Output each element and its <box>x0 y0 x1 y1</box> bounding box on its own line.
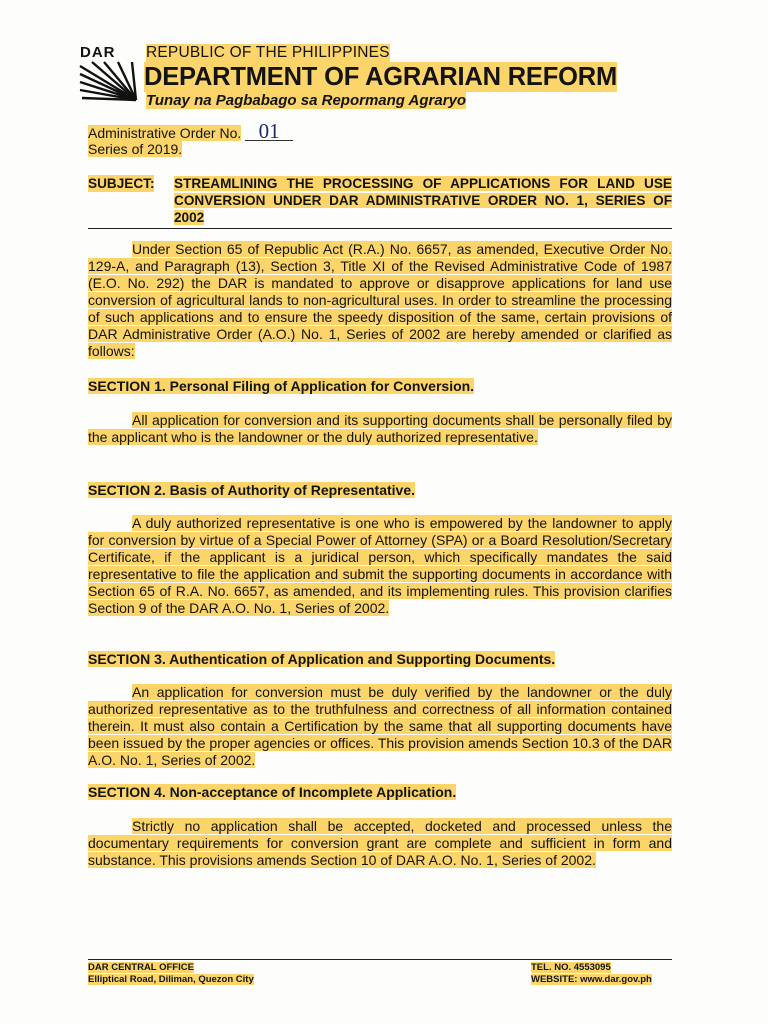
section-4-heading-text: SECTION 4. Non-acceptance of Incomplete Application. <box>88 784 457 800</box>
section-1-heading-text: SECTION 1. Personal Filing of Application for Conversion. <box>88 378 475 394</box>
section-1-heading <box>88 378 474 394</box>
subject-block <box>88 175 672 226</box>
footer-office <box>88 962 254 986</box>
section-2-body-text: A duly authorized representative is one who is empowered by the landowner to apply for conversion by virtue of a Special Power of Attorney (SPA) or a Board Resolution/Secretary Certificate, if the applicant is a juridical person, which specifically mandates the said representative to file the application and submit the supporting documents in accordance with Section 65 of R.A. No. 6657, as amended, and its implementing rules. This provision clarifies Section 9 of the DAR A.O. No. 1, Series of 2002. <box>88 515 672 616</box>
footer-tel: TEL. NO. 4553095 <box>531 962 611 973</box>
dar-logo <box>78 44 140 102</box>
section-3-heading <box>88 651 555 667</box>
tagline: Tunay na Pagbabago sa Repormang Agraryo <box>146 92 467 109</box>
section-4-heading <box>88 784 456 800</box>
section-4-body <box>88 818 672 869</box>
subject-text: STREAMLINING THE PROCESSING OF APPLICATIONS FOR LAND USE CONVERSION UNDER DAR ADMINISTRATIVE ORDER NO. 1, SERIES OF 2002 <box>174 176 672 225</box>
section-2-heading <box>88 482 415 498</box>
section-1-body-text: All application for conversion and its supporting documents shall be personally filed by the applicant who is the landowner or the duly authorized representative. <box>88 412 672 445</box>
section-1-body <box>88 412 672 446</box>
section-3-body <box>88 684 672 769</box>
footer-divider <box>88 959 672 960</box>
order-label: Administrative Order No. <box>88 125 242 141</box>
section-4-body-text: Strictly no application shall be accepted, docketed and processed unless the documentary requirements for conversion grant are complete and sufficient in form and substance. This provisions amends Section 10 of DAR A.O. No. 1, Series of 2002. <box>88 818 672 868</box>
subject-divider <box>88 228 672 229</box>
section-2-body <box>88 515 672 617</box>
administrative-order-line <box>88 119 293 143</box>
order-series: Series of 2019. <box>88 141 183 157</box>
intro-paragraph <box>88 241 672 360</box>
logo-text: DAR <box>80 44 116 61</box>
section-2-heading-text: SECTION 2. Basis of Authority of Representative. <box>88 482 415 498</box>
section-3-heading-text: SECTION 3. Authentication of Application and Supporting Documents. <box>88 651 556 667</box>
footer-contact <box>531 962 652 986</box>
republic-heading: REPUBLIC OF THE PHILIPPINES <box>146 44 390 61</box>
footer-office-name: DAR CENTRAL OFFICE <box>88 962 194 973</box>
section-3-body-text: An application for conversion must be duly verified by the landowner or the duly authorized representative as to the truthfulness and correctness of all information contained therein. It must also contain a Certification by the same that all supporting documents have been issued by the proper agencies or offices. This provision amends Section 10.3 of the DAR A.O. No. 1, Series of 2002. <box>88 684 672 768</box>
footer-address: Elliptical Road, Diliman, Quezon City <box>88 974 254 985</box>
subject-label: SUBJECT: <box>88 176 155 191</box>
footer-website: WEBSITE: www.dar.gov.ph <box>531 974 652 985</box>
intro-text: Under Section 65 of Republic Act (R.A.) No. 6657, as amended, Executive Order No. 129-A, and Paragraph (13), Section 3, Title XI of the Revised Administrative Code of 1987 (E.O. No. 292) the DAR is mandated to approve or disapprove applications for land use conversion of agricultural lands to non-agricultural uses. In order to streamline the processing of such applications and to ensure the speedy disposition of the same, certain provisions of DAR Administrative Order (A.O.) No. 1, Series of 2002 are hereby amended or clarified as follows: <box>88 241 672 359</box>
department-title: DEPARTMENT OF AGRARIAN REFORM <box>144 63 618 91</box>
order-number: 01 <box>245 122 293 141</box>
